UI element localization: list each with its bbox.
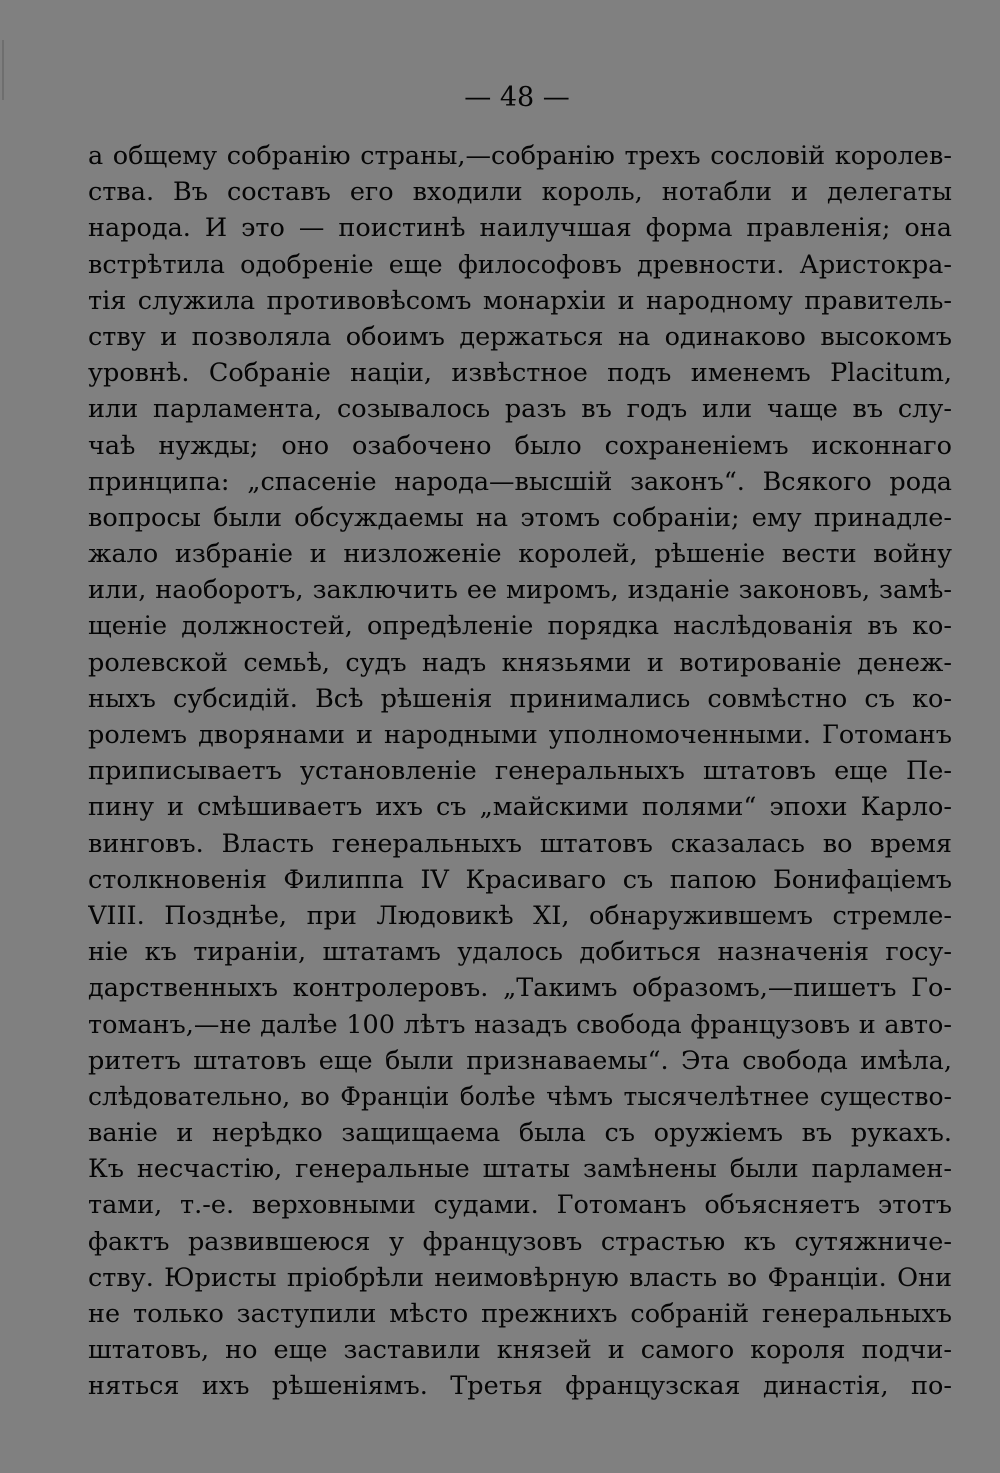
text-line: штатовъ, но еще заставили князей и самого короля подчи-: [88, 1335, 952, 1366]
text-line: ваніе и нерѣдко защищаема была съ оружіемъ въ рукахъ.: [88, 1118, 952, 1149]
text-line: или парламента, созывалось разъ въ годъ или чаще въ слу-: [88, 394, 952, 425]
text-line: уровнѣ. Собраніе націи, извѣстное подъ именемъ Placitum,: [88, 358, 952, 389]
text-line: столкновенія Филиппа IV Красиваго съ папою Бонифаціемъ: [88, 864, 952, 895]
text-line: не только заступили мѣсто прежнихъ собраній генеральныхъ: [88, 1299, 952, 1329]
body-text: [88, 138, 952, 1405]
text-line: вопросы были обсуждаемы на этомъ собраніи; ему принадле-: [88, 502, 952, 533]
text-line: тами, т.-е. верховными судами. Готоманъ объясняетъ этотъ: [88, 1190, 952, 1221]
text-line: ролевской семьѣ, судъ надъ князьями и вотированіе денеж-: [88, 647, 952, 678]
text-line: ству и позволяла обоимъ держаться на одинаково высокомъ: [88, 321, 952, 352]
text-line: ныхъ субсидій. Всѣ рѣшенія принимались совмѣстно съ ко-: [88, 683, 952, 714]
text-line: ритетъ штатовъ еще были признаваемы“. Эта свобода имѣла,: [88, 1045, 952, 1076]
text-line: чаѣ нужды; оно озабочено было сохраненіемъ исконнаго: [88, 430, 952, 461]
text-line: дарственныхъ контролеровъ. „Такимъ образомъ,—пишетъ Го-: [88, 973, 952, 1004]
text-line: встрѣтила одобреніе еще философовъ древности. Аристокра-: [88, 249, 952, 280]
text-line: томанъ,—не далѣе 100 лѣтъ назадъ свобода французовъ и авто-: [88, 1009, 952, 1040]
text-line: винговъ. Власть генеральныхъ штатовъ сказалась во время: [88, 828, 952, 859]
text-line: или, наоборотъ, заключить ее миромъ, изданіе законовъ, замѣ-: [88, 575, 952, 606]
text-line: приписываетъ установленіе генеральныхъ штатовъ еще Пе-: [88, 756, 952, 787]
text-line: народа. И это — поистинѣ наилучшая форма правленія; она: [88, 213, 952, 244]
text-line: ства. Въ составъ его входили король, нотабли и делегаты: [88, 177, 952, 208]
text-line: VIII. Позднѣе, при Людовикѣ XI, обнаружившемъ стремле-: [88, 900, 952, 931]
text-line: няться ихъ рѣшеніямъ. Третья французская династія, по-: [88, 1371, 952, 1402]
text-line: ніе къ тираніи, штатамъ удалось добиться назначенія госу-: [88, 937, 952, 968]
text-line: жало избраніе и низложеніе королей, рѣшеніе вести войну: [88, 539, 952, 570]
text-line: а общему собранію страны,—собранію трехъ сословій королев-: [88, 141, 952, 171]
text-line: слѣдовательно, во Франціи болѣе чѣмъ тысячелѣтнее существо-: [88, 1081, 952, 1111]
text-line: Къ несчастію, генеральные штаты замѣнены были парламен-: [88, 1154, 952, 1185]
text-line: принципа: „спасеніе народа—высшій законъ“. Всякого рода: [88, 466, 952, 497]
text-line: ству. Юристы пріобрѣли неимовѣрную власть во Франціи. Они: [88, 1262, 952, 1293]
text-line: щеніе должностей, опредѣленіе порядка наслѣдованія въ ко-: [88, 611, 952, 642]
text-line: тія служила противовѣсомъ монархіи и народному правитель-: [88, 285, 952, 316]
text-line: ролемъ дворянами и народными уполномоченными. Готоманъ: [88, 720, 952, 750]
text-line: пину и смѣшиваетъ ихъ съ „майскими полями“ эпохи Карло-: [88, 792, 952, 823]
page-number: — 48 —: [464, 82, 570, 113]
text-line: фактъ развившеюся у французовъ страстью къ сутяжниче-: [88, 1226, 952, 1257]
